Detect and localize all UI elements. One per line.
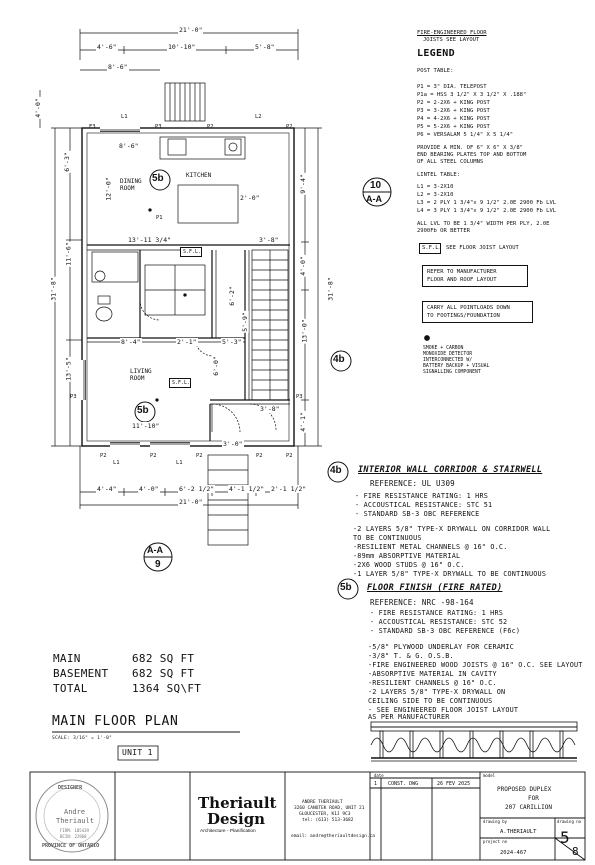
dim-inner: 13'-11 3/4" bbox=[128, 236, 172, 244]
tag-4b: 4b bbox=[333, 354, 345, 365]
post-label: P3 bbox=[155, 124, 162, 130]
room-label-living: LIVING ROOM bbox=[130, 368, 152, 382]
seal-bcin: BCIN: 22968 bbox=[60, 834, 87, 839]
notes-5b-tag: 5b bbox=[340, 582, 352, 593]
notes-4b-layer: TO BE CONTINUOUS bbox=[353, 534, 422, 542]
area-value-total: 1364 SQ\FT bbox=[132, 682, 202, 695]
dim-inner: 8'-6" bbox=[119, 142, 139, 150]
smoke-note: MONOXIDE DETECTOR bbox=[423, 352, 473, 357]
dim-top: 4'-6" bbox=[97, 43, 117, 51]
post-item: P3 = 3-2X6 + KING POST bbox=[417, 108, 490, 114]
project-no-label: project no bbox=[483, 839, 508, 844]
post-label: P3 bbox=[70, 394, 77, 400]
refer-box: REFER TO MANUFACTURER FLOOR AND ROOF LAYOUT bbox=[422, 265, 528, 287]
dim-overall-top: 21'-0" bbox=[179, 26, 203, 34]
notes-4b-layer: -RESILIENT METAL CHANNELS @ 16" O.C. bbox=[353, 543, 508, 551]
lintel-item: L2 = 3-2X10 bbox=[417, 192, 454, 198]
model-label: model bbox=[483, 773, 496, 778]
dim-inner: 5'-3" bbox=[222, 338, 242, 346]
notes-4b-item: - STANDARD SB-3 OBC REFERENCE bbox=[355, 510, 480, 518]
rev-no: 1 bbox=[374, 781, 378, 787]
section-marker-bottom: A-A bbox=[366, 194, 382, 204]
dim-right: 31'-8" bbox=[326, 277, 335, 301]
dim-inner: 2'-0" bbox=[240, 194, 260, 202]
notes-5b-reference: REFERENCE: NRC -98-164 bbox=[370, 598, 474, 607]
project-line: PROPOSED DUPLEX bbox=[497, 786, 552, 793]
post-table-title: POST TABLE: bbox=[417, 68, 454, 74]
lintel-item: L3 = 2 PLY 1 3/4"x 9 1/2" 2.0E 2900 Fb LVL bbox=[417, 200, 557, 206]
post-label: P3 bbox=[296, 394, 303, 400]
provide-note: PROVIDE A MIN. OF 6" X 6" X 3/8" bbox=[417, 145, 523, 151]
logo-tag: Architecture - Planification bbox=[200, 829, 256, 834]
room-label-dining: DINING ROOM bbox=[120, 178, 142, 192]
rev-date: 26 FEV 2025 bbox=[437, 781, 471, 787]
post-label: F3 bbox=[89, 124, 96, 130]
area-label-total: TOTAL bbox=[53, 682, 88, 695]
provide-note: END BEARING PLATES TOP AND BOTTOM bbox=[417, 152, 527, 158]
seal-bottom: PROVINCE OF ONTARIO bbox=[42, 843, 100, 849]
dim-bottom: 4'-4" bbox=[97, 485, 117, 493]
room-label-kitchen: KITCHEN bbox=[186, 172, 212, 179]
dim-bottom: 2'-1 1/2" bbox=[271, 485, 307, 493]
smoke-note: INTERCONNECTED W/ bbox=[423, 358, 473, 363]
lintel-item: L4 = 3 PLY 1 3/4"x 9 1/2" 2.0E 2900 Fb LVL bbox=[417, 208, 557, 214]
lintel-label: L2 bbox=[255, 114, 262, 120]
dim-inner: 3'-8" bbox=[260, 405, 280, 413]
sheet-number: 5 bbox=[560, 828, 570, 847]
logo-sub: Design bbox=[207, 810, 266, 828]
address-line: tel: (613) 513-3682 bbox=[302, 818, 354, 823]
post-label: P1 bbox=[156, 215, 163, 221]
post-item: P6 = VERSALAM 5 1/4" X 5 1/4" bbox=[417, 132, 514, 138]
project-line: FOR bbox=[528, 795, 539, 802]
dim-right: 13'-0" bbox=[300, 319, 309, 343]
lvl-note: ALL LVL TO BE 1 3/4" WIDTH PER PLY, 2.0E bbox=[417, 221, 550, 227]
notes-5b-layer: -2 LAYERS 5/8" TYPE-X DRYWALL ON bbox=[368, 688, 506, 696]
plan-title: MAIN FLOOR PLAN bbox=[52, 714, 179, 729]
address-line: 3260 CANOTEK ROAD, UNIT 21 bbox=[294, 806, 365, 811]
logo bbox=[195, 794, 280, 844]
post-item: P1a = HSS 3 1/2" X 3 1/2" X .188" bbox=[417, 92, 527, 98]
address-line: GLOUCESTER, K1J 9C3 bbox=[299, 812, 351, 817]
notes-5b-layer: - SEE ENGINEERED FLOOR JOIST LAYOUT bbox=[368, 706, 519, 714]
notes-4b-tag: 4b bbox=[330, 465, 342, 476]
dim-left: 11'-6" bbox=[64, 242, 73, 266]
sfl-tag: S.F.L. bbox=[419, 243, 441, 254]
dim-top: 10'-10" bbox=[168, 43, 196, 51]
fire-floor-note: FIRE-ENGINEERED FLOOR bbox=[417, 30, 487, 36]
lintel-label: L1 bbox=[121, 114, 128, 120]
rev-header: date bbox=[374, 773, 384, 778]
notes-4b-layer: -2 LAYERS 5/8" TYPE-X DRYWALL ON CORRIDOR WALL bbox=[353, 525, 551, 533]
sfl-plan-tag: S.F.L. bbox=[180, 247, 202, 257]
notes-5b-item: - STANDARD SB-3 OBC REFERENCE (F6c) bbox=[370, 627, 521, 635]
post-item: P4 = 4-2X6 + KING POST bbox=[417, 116, 490, 122]
lintel-table-title: LINTEL TABLE: bbox=[417, 172, 461, 178]
post-label: P2 bbox=[207, 124, 214, 130]
notes-5b-layer: -5/8" PLYWOOD UNDERLAY FOR CERAMIC bbox=[368, 643, 514, 651]
notes-4b-item: - FIRE RESISTANCE RATING: 1 HRS bbox=[355, 492, 489, 500]
drawn-by: A.THERIAULT bbox=[500, 829, 537, 835]
post-label: P2 bbox=[286, 453, 293, 459]
notes-4b-layer: -2X6 WOOD STUDS @ 16" O.C. bbox=[353, 561, 465, 569]
sfl-note: SEE FLOOR JOIST LAYOUT bbox=[446, 245, 519, 251]
notes-5b-layer: -3/8" T. & G. O.S.B. bbox=[368, 652, 454, 660]
dim-inner: 12'-0" bbox=[104, 177, 113, 201]
dim-bottom: 4'-1 1/2" bbox=[229, 485, 265, 493]
dim-inner: 11'-10" bbox=[132, 422, 160, 430]
sheet-total: 8 bbox=[572, 845, 579, 858]
area-label-basement: BASEMENT bbox=[53, 667, 109, 680]
dim-inner: 8'-4" bbox=[121, 338, 141, 346]
logo-main: Theriault bbox=[198, 794, 277, 812]
post-label: P2 bbox=[196, 453, 203, 459]
post-label: P2 bbox=[286, 124, 293, 130]
dim-inner: 5'-9" bbox=[240, 312, 249, 332]
sfl-plan-tag: S.F.L. bbox=[169, 378, 191, 388]
seal-firm: FIRM: 105439 bbox=[60, 828, 89, 833]
drawn-by-label: drawing by bbox=[483, 819, 508, 824]
dim-top: 5'-8" bbox=[255, 43, 275, 51]
smoke-note: SMOKE + CARBON bbox=[423, 346, 464, 351]
smoke-note: BATTERY BACKUP + VISUAL bbox=[423, 364, 490, 369]
notes-4b-layer: -89mm ABSORPTIVE MATERIAL bbox=[353, 552, 461, 560]
post-label: P2 bbox=[100, 453, 107, 459]
notes-5b-layer: -FIRE ENGINEERED WOOD JOISTS @ 16" O.C. SEE LAYOUT bbox=[368, 661, 583, 669]
notes-4b-title: INTERIOR WALL CORRIDOR & STAIRWELL bbox=[358, 465, 543, 475]
rev-desc: CONST. DWG bbox=[388, 781, 419, 787]
section-marker2-bottom: 9 bbox=[155, 559, 161, 570]
area-value-basement: 682 SQ FT bbox=[132, 667, 195, 680]
tag-5b: 5b bbox=[137, 405, 149, 416]
notes-5b-layer: AS PER MANUFACTURER bbox=[368, 713, 450, 721]
legend-title: LEGEND bbox=[417, 48, 455, 59]
provide-note: OF ALL STEEL COLUMNS bbox=[417, 159, 484, 165]
unit-label: UNIT 1 bbox=[122, 748, 153, 757]
notes-5b-layer: -RESILIENT CHANNELS @ 16" O.C. bbox=[368, 679, 497, 687]
post-item: P5 = 5-2X6 + KING POST bbox=[417, 124, 490, 130]
project-no: 2024-467 bbox=[500, 850, 527, 856]
dim-left: 4'-0" bbox=[33, 98, 42, 118]
dim-bottom: 4'-0" bbox=[139, 485, 159, 493]
notes-4b-item: - ACCOUSTICAL RESISTANCE: STC 51 bbox=[355, 501, 493, 509]
notes-5b-layer: CEILING SIDE TO BE CONTINUOUS bbox=[368, 697, 493, 705]
lintel-label: L1 bbox=[113, 460, 120, 466]
dim-left: 6'-3" bbox=[62, 152, 71, 172]
address-line: ANDRE THERIAULT bbox=[302, 800, 343, 805]
notes-5b-layer: -ABSORPTIVE MATERIAL IN CAVITY bbox=[368, 670, 497, 678]
section-marker2-top: A-A bbox=[147, 545, 163, 555]
dim-overall-bottom: 21'-0" bbox=[179, 498, 203, 506]
project-line: 207 CARILLION bbox=[505, 804, 552, 811]
dim-left: 31'-8" bbox=[49, 277, 58, 301]
drawing-no-label: drawing no bbox=[557, 819, 582, 824]
notes-5b-item: - ACCOUSTICAL RESISTANCE: STC 52 bbox=[370, 618, 508, 626]
area-label-main: MAIN bbox=[53, 652, 81, 665]
seal-name: Andre bbox=[64, 808, 86, 816]
area-value-main: 682 SQ FT bbox=[132, 652, 195, 665]
dim-right: 4'-0" bbox=[298, 256, 307, 276]
dim-bottom: 6'-2 1/2" bbox=[179, 485, 215, 493]
tag-5b: 5b bbox=[152, 173, 164, 184]
smoke-note: SIGNALLING COMPONENT bbox=[423, 370, 481, 375]
post-label: P2 bbox=[256, 453, 263, 459]
joists-note: JOISTS SEE LAYOUT bbox=[423, 37, 480, 43]
dim-inner: 3'-8" bbox=[259, 236, 279, 244]
carry-box: CARRY ALL POINTLOADS DOWN TO FOOTINGS/FOUNDATION bbox=[422, 301, 533, 323]
post-item: P2 = 2-2X6 + KING POST bbox=[417, 100, 490, 106]
post-item: P1 = 3" DIA. TELEPOST bbox=[417, 84, 487, 90]
email: email: andre@theriaultdesign.ca bbox=[291, 834, 375, 839]
dim-top: 8'-6" bbox=[108, 63, 128, 71]
section-marker-top: 10 bbox=[370, 180, 382, 191]
dim-inner: 6'-0" bbox=[211, 356, 220, 376]
dim-inner: 6'-2" bbox=[227, 286, 236, 306]
notes-4b-layer: -1 LAYER 5/8" TYPE-X DRYWALL TO BE CONTINUOUS bbox=[353, 570, 547, 578]
dim-left: 13'-5" bbox=[64, 357, 73, 381]
dim-inner: 3'-0" bbox=[223, 440, 243, 448]
dim-right: 4'-1" bbox=[298, 412, 307, 432]
dim-inner: 2'-1" bbox=[177, 338, 197, 346]
lvl-note: 2900Fb OR BETTER bbox=[417, 228, 470, 234]
seal-top: DESIGNER bbox=[58, 785, 83, 791]
notes-5b-title: FLOOR FINISH (FIRE RATED) bbox=[367, 583, 503, 593]
lintel-label: L1 bbox=[176, 460, 183, 466]
notes-4b-reference: REFERENCE: UL U309 bbox=[370, 479, 455, 488]
seal-name: Theriault bbox=[56, 817, 94, 825]
lintel-item: L1 = 3-2X10 bbox=[417, 184, 454, 190]
dim-right: 9'-4" bbox=[298, 174, 307, 194]
post-label: P2 bbox=[150, 453, 157, 459]
plan-scale: SCALE: 3/16" = 1'-0" bbox=[52, 736, 113, 741]
notes-5b-item: - FIRE RESISTANCE RATING: 1 HRS bbox=[370, 609, 504, 617]
